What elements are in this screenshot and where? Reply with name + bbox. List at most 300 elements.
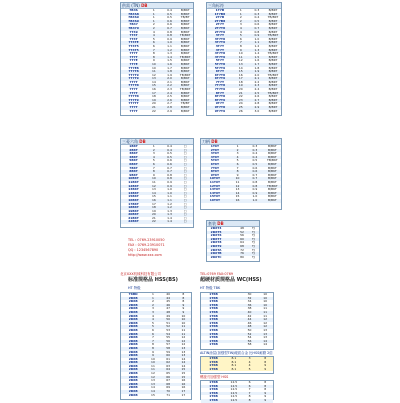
table-body <box>121 9 193 113</box>
table-cell: 1.8 <box>254 65 260 70</box>
table-cell: 65 <box>166 371 171 376</box>
table-cell: 2T7T8 <box>214 25 226 30</box>
table-cell: □ <box>183 197 187 202</box>
table-cell: 6 <box>151 327 154 332</box>
table-cell: 19 <box>151 208 156 213</box>
table-cell: 2D6B <box>128 327 138 332</box>
table-cell: 10 <box>151 356 155 361</box>
table-cell: B/BKT <box>268 79 278 84</box>
table-cell: 2D6B <box>128 360 138 365</box>
table-cell: 9B6T <box>129 172 138 177</box>
table-cell: 13 <box>151 76 156 81</box>
table-cell: 18 <box>238 79 243 84</box>
table-cell: 0.5 <box>167 154 172 159</box>
table-cell: 7T7T <box>129 105 138 110</box>
table-cell: 49 <box>166 313 171 318</box>
table-cell: 2D6B <box>128 353 138 358</box>
table-cell: 8T6T <box>210 169 220 174</box>
table-cell: 9 <box>264 394 267 399</box>
table-cell: 4 <box>152 29 155 34</box>
table-cell: 1T6B <box>209 302 218 307</box>
table-cell: B/BKT <box>180 76 190 81</box>
table-cell: 2.6 <box>167 97 172 102</box>
table-cell: 68 <box>240 243 244 248</box>
table-cell: □ <box>183 154 187 159</box>
table-cell: B/BKT <box>180 40 190 45</box>
table-cell: 8 <box>264 356 267 360</box>
table-cell: 1.1 <box>167 197 172 202</box>
heading-right: 超硬材质规格品 WC(HSS) <box>200 277 262 283</box>
table-cell: 15 <box>181 367 186 372</box>
table-cell: 67 <box>166 378 171 383</box>
table-cell: 5T7T8 <box>214 61 226 66</box>
table-cell: B/BKT <box>267 151 277 156</box>
table-cell: 0.7 <box>167 25 172 30</box>
table-cell: □ <box>183 158 187 163</box>
table-cell: 3T7T8 <box>214 36 226 41</box>
table-cell: 4 <box>151 317 154 322</box>
table-cell: 12 <box>235 183 240 188</box>
table-cell: 0.4 <box>167 147 172 152</box>
table-cell: 15 <box>238 69 243 74</box>
table-cell: 1 <box>239 11 242 16</box>
table-cell: B/BKT <box>268 47 278 52</box>
table-cell: B/BKT <box>268 97 278 102</box>
table-cell: 0.9 <box>252 190 258 195</box>
table-cell: 16B6T <box>128 197 139 202</box>
table-cell: 2D6T8 <box>210 240 222 245</box>
table-cell: 80 <box>240 254 244 259</box>
table-row <box>201 368 273 372</box>
table-cell: 2.0 <box>254 72 260 77</box>
table-cell: 50 <box>247 327 252 332</box>
table-cell: 0.6 <box>167 18 172 23</box>
table-cell: 12 <box>263 320 268 325</box>
table-cell: 6T6T <box>210 161 220 166</box>
table-cell: 69 <box>166 385 171 390</box>
table-cell: □ <box>183 183 187 188</box>
table-cell: □ <box>183 215 187 220</box>
table-cell: 1 <box>152 15 155 20</box>
table-cell: 10 <box>238 51 243 56</box>
table-cell: 5 <box>152 36 155 41</box>
table-cell: 1T6B <box>209 366 218 371</box>
table-cell: 7T7T8 <box>128 69 139 74</box>
table-cell: 8 <box>239 43 242 48</box>
table-cell: 14T6T <box>209 190 221 195</box>
table-cell: B/BKT <box>267 187 277 192</box>
table-cell: 3T6T <box>210 151 220 156</box>
table-cell: 6 <box>239 36 242 41</box>
table-cell: 11 <box>238 54 243 59</box>
table-cell: 1.8 <box>167 69 172 74</box>
table-cell: 2.9 <box>167 108 172 113</box>
table-cell: 76 <box>240 251 244 256</box>
table-cell: 1.0 <box>252 197 258 202</box>
table-cell: B/BKT <box>180 97 190 102</box>
table-cell: 7T7T <box>129 79 138 84</box>
table-row <box>201 399 273 403</box>
table-cell: 10 <box>263 295 268 300</box>
table-cell: 52 <box>247 331 252 336</box>
table-cell: 46 <box>166 302 171 307</box>
table-cell: 2D6B <box>128 331 138 336</box>
table-cell: 5T7T <box>215 58 224 63</box>
table-cell: 52 <box>166 324 171 329</box>
table-panel-7 <box>200 292 274 350</box>
table-cell: B/BKT <box>268 25 278 30</box>
table-cell: 7B6T <box>129 165 138 170</box>
table-cell: 15 <box>181 374 186 379</box>
table-cell: 2.1 <box>167 79 172 84</box>
table-cell: 2D6T6 <box>210 233 222 238</box>
table-cell: B/BKT <box>268 83 278 88</box>
table-cell: 14 <box>181 356 186 361</box>
table-cell: 7T7T <box>129 54 138 59</box>
sub-left: HT 特级 <box>128 286 141 290</box>
table-cell: 8 <box>264 387 267 392</box>
table-cell: 15 <box>151 194 156 199</box>
table-cell: 4 <box>248 363 251 368</box>
table-cell: 10 <box>151 176 156 181</box>
table-panel-3 <box>120 138 194 228</box>
table-cell: B/BKT <box>267 194 277 199</box>
table-cell: □ <box>183 151 187 156</box>
table-cell: 12.5 <box>230 387 238 392</box>
table-cell: 12.5 <box>230 394 238 399</box>
table-cell: 10 <box>181 313 186 318</box>
table-cell: 0.5 <box>252 161 258 166</box>
table-cell: 2.6 <box>254 94 260 99</box>
table-cell: 53 <box>166 327 171 332</box>
table-cell: 14 <box>181 360 186 365</box>
table-cell: B/BKT <box>180 22 190 27</box>
table-cell: 14 <box>235 190 240 195</box>
table-cell: 1.6 <box>167 61 172 66</box>
table-cell: 7 <box>239 40 242 45</box>
table-cell: B/BKT <box>267 176 277 181</box>
table-cell: B/BKT <box>267 144 277 148</box>
table-cell: 11 <box>151 69 156 74</box>
table-cell: 48 <box>240 226 244 230</box>
table-cell: 7T7T9 <box>214 87 226 92</box>
table-cell: 2 <box>239 18 242 23</box>
table-cell: 1.5 <box>254 54 260 59</box>
table-cell: 9T7T8 <box>214 105 226 110</box>
table-cell: TB/BKT <box>267 15 279 20</box>
table-cell: 7T4T <box>129 36 138 41</box>
table-cell: 6B6T <box>129 161 138 166</box>
table-cell: TB/BKT <box>267 158 278 163</box>
table-panel-4 <box>200 138 282 210</box>
table-cell: 2D6B <box>128 302 138 307</box>
table-cell: 1T6B <box>209 335 218 340</box>
table-cell: 2D6B <box>128 320 138 325</box>
table-cell: 8 <box>151 342 154 347</box>
table-cell: 7T4T5 <box>128 43 139 48</box>
table-cell: 13B6T <box>128 187 139 192</box>
table-cell: 2D6B <box>128 299 138 304</box>
table-cell: 0.4 <box>167 8 172 12</box>
table-cell: TJ <box>251 251 255 256</box>
table-cell: B/BKT <box>180 18 190 23</box>
table-cell: 14 <box>151 385 155 390</box>
table-cell: 71 <box>166 392 171 397</box>
table-cell: 7B4S8 <box>128 11 139 16</box>
table-cell: 1T6B <box>209 306 218 311</box>
table-cell: B/BKT <box>180 47 190 52</box>
table-cell: 12 <box>181 335 186 340</box>
table-cell: 1.0 <box>167 187 172 192</box>
table-cell: 6 <box>152 161 155 166</box>
table-cell: 2.3 <box>167 87 172 92</box>
table-row <box>207 110 281 114</box>
table-cell: 1.7 <box>254 61 260 66</box>
table-cell: B/BKT <box>180 11 190 16</box>
table-cell: 1T7B8 <box>214 11 226 16</box>
table-cell: 16 <box>235 197 240 202</box>
table-cell: 6T7T9 <box>214 76 226 81</box>
table-cell: 2.0 <box>167 76 172 81</box>
table-cell: 7T7T9 <box>128 76 139 81</box>
table-cell: 1T6B <box>209 390 218 395</box>
phone-note: TEL:0769 FAX:0769 <box>200 272 234 276</box>
table-cell: 1.0 <box>254 36 260 41</box>
table-cell: 2D6B <box>128 371 138 376</box>
table-cell: 8.1 <box>231 366 237 371</box>
table-cell: 7B47 <box>129 22 138 27</box>
panel-title: 套装 DB <box>207 221 259 227</box>
table-cell: 12 <box>263 324 268 329</box>
table-cell: TJ <box>251 229 255 234</box>
table-cell: 1.9 <box>167 72 172 77</box>
table-cell: 7B479 <box>128 25 139 30</box>
table-cell: 2 <box>151 299 154 304</box>
table-cell: 14 <box>181 363 186 368</box>
table-cell: 22B6T <box>128 219 139 224</box>
table-cell: 9 <box>239 47 242 52</box>
table-cell: 12.5 <box>230 383 238 388</box>
table-cell: 2D6B <box>128 335 138 340</box>
table-cell: TB/BKT <box>179 54 191 59</box>
table-cell: B/BKT <box>268 94 278 99</box>
table-cell: 1T6B <box>209 327 218 332</box>
table-cell: 3 <box>151 306 154 311</box>
table-cell: 21 <box>151 105 156 110</box>
panel-8-label: ALTIN涂层(加强型TiN)硬质合金 比HSS耐磨 2倍 <box>200 351 273 355</box>
table-cell: 8 <box>236 169 239 174</box>
table-cell: 3 <box>248 356 251 360</box>
table-cell: 8.1 <box>231 363 237 368</box>
table-cell: 8.1 <box>231 356 237 360</box>
table-cell: 18 <box>151 94 156 99</box>
table-cell: 7T7T8 <box>214 83 226 88</box>
table-cell: □ <box>183 212 187 217</box>
table-cell: □ <box>183 208 187 213</box>
table-cell: 2.8 <box>167 105 172 110</box>
table-cell: 14 <box>151 79 156 84</box>
table-row <box>121 394 191 398</box>
table-cell: 70 <box>166 389 171 394</box>
table-cell: 11 <box>151 367 155 372</box>
table-cell: 10 <box>263 302 268 307</box>
table-cell: 2.2 <box>254 79 260 84</box>
table-panel-8 <box>200 356 274 374</box>
table-cell: 62 <box>166 360 171 365</box>
table-cell: 8 <box>248 397 251 402</box>
table-cell: 2B6T <box>129 147 138 152</box>
table-cell: □ <box>183 147 187 152</box>
table-cell: 9T6T <box>210 172 220 177</box>
table-cell: 20 <box>151 212 156 217</box>
table-cell: 5 <box>151 320 154 325</box>
table-cell: TB/BKT <box>267 183 278 188</box>
table-panel-5 <box>206 220 260 262</box>
table-cell: 1T6B <box>209 383 218 388</box>
table-cell: 9 <box>152 172 155 177</box>
table-cell: B/BKT <box>267 161 277 166</box>
table-cell: 17 <box>238 76 243 81</box>
table-cell: B/BKT <box>268 108 278 113</box>
table-cell: 14 <box>238 65 243 70</box>
table-cell: 2D6B <box>128 345 138 350</box>
table-cell: 26 <box>238 108 243 113</box>
table-cell: 1T6B <box>209 317 218 322</box>
table-cell: 10 <box>181 320 186 325</box>
table-cell: B/BKT <box>268 61 278 66</box>
table-cell: 57 <box>166 342 171 347</box>
table-cell: 23 <box>238 97 243 102</box>
table-cell: B/BKT <box>180 105 190 110</box>
table-cell: 1.4 <box>254 51 260 56</box>
contact-url: http://www.xxx.com <box>128 253 162 257</box>
table-body <box>121 293 191 397</box>
table-cell: 10 <box>235 176 240 181</box>
table-cell: 12 <box>263 317 268 322</box>
table-cell: 11T6T <box>209 179 221 184</box>
table-cell: B/BKT <box>267 165 277 170</box>
table-cell: 1.2 <box>254 43 260 48</box>
table-cell: 14B6T <box>128 190 139 195</box>
table-cell: TB/BKT <box>267 33 279 38</box>
table-cell: 46 <box>247 320 252 325</box>
table-cell: 5T7T9 <box>214 65 226 70</box>
table-cell: 11 <box>181 324 186 329</box>
table-cell: B/BKT <box>267 154 277 159</box>
table-cell: 0.7 <box>252 172 258 177</box>
panel-title: 三菱六角 DB <box>121 139 193 145</box>
table-cell: 0.6 <box>254 22 260 27</box>
table-cell: 15 <box>181 371 186 376</box>
table-cell: 2D6B <box>128 309 138 314</box>
table-cell: 20 <box>151 101 156 106</box>
table-cell: 10 <box>151 65 156 70</box>
table-cell <box>225 256 236 260</box>
table-cell: 12.5 <box>230 390 238 395</box>
table-cell: 4 <box>152 154 155 159</box>
table-cell: 8 <box>152 54 155 59</box>
table-cell: 0.3 <box>254 11 260 16</box>
table-cell: 40 <box>247 309 252 314</box>
table-cell: 5 <box>151 324 154 329</box>
table-cell: 7T7T <box>129 51 138 56</box>
table-cell: 4 <box>239 29 242 34</box>
table-cell: 0.8 <box>167 29 172 34</box>
table-cell: 0.6 <box>167 161 172 166</box>
table-cell: B/BKT <box>268 18 278 23</box>
table-cell: 1T6B <box>209 356 218 360</box>
table-cell: 1 <box>151 292 154 296</box>
table-cell: 2D6B <box>128 342 138 347</box>
table-cell: 2D6T5 <box>210 229 222 234</box>
table-panel-1 <box>120 2 194 116</box>
table-cell: 8 <box>248 394 251 399</box>
table-cell: 7T7T9 <box>128 72 139 77</box>
table-cell: 11 <box>181 331 186 336</box>
table-cell: 7 <box>151 338 154 343</box>
table-cell: 3.0 <box>254 108 260 113</box>
table-cell: □ <box>183 194 187 199</box>
table-cell: TJ <box>251 236 255 241</box>
table-cell: 1.3 <box>167 208 172 213</box>
table-cell: 64 <box>240 240 244 245</box>
table-cell: 7 <box>248 390 251 395</box>
table-cell: 1 <box>236 144 239 148</box>
table-cell: 9 <box>182 306 185 311</box>
table-cell: 7T7E8 <box>128 65 139 70</box>
table-cell: 1T6B <box>209 331 218 336</box>
table-cell: 38 <box>247 306 252 311</box>
table-cell: B/BKT <box>268 76 278 81</box>
table-cell: 1T7B <box>215 8 225 12</box>
table-cell: 2.7 <box>254 97 260 102</box>
table-cell: 2T7T9 <box>214 29 226 34</box>
table-cell: 7B4S <box>129 8 138 12</box>
table-cell: 51 <box>166 320 171 325</box>
table-cell: TJ <box>251 247 255 252</box>
table-cell: 9T7T <box>215 101 224 106</box>
table-cell: 2.4 <box>254 87 260 92</box>
table-cell: 13 <box>235 187 240 192</box>
table-cell: TJ <box>251 240 255 245</box>
table-cell: 2.5 <box>254 90 260 95</box>
table-cell: 2T6T <box>210 147 220 152</box>
table-cell: 0.6 <box>252 165 258 170</box>
table-cell: 0.8 <box>254 29 260 34</box>
table-cell: 7T7T <box>129 90 138 95</box>
table-cell: □ <box>183 144 187 148</box>
table-cell: 12 <box>181 338 186 343</box>
table-cell: 7T7TR <box>128 83 139 88</box>
table-cell: 22 <box>238 94 243 99</box>
table-cell: 8 <box>264 380 267 384</box>
table-cell: 9 <box>182 309 185 314</box>
table-cell: 10 <box>151 360 155 365</box>
table-cell: 1T6B <box>209 295 218 300</box>
table-cell: B/BKT <box>180 83 190 88</box>
table-cell: 11 <box>151 363 155 368</box>
table-cell: 0.4 <box>252 151 258 156</box>
table-cell: 11 <box>235 179 240 184</box>
table-cell: □ <box>183 201 187 206</box>
table-cell: 15 <box>151 392 155 397</box>
table-cell: 2D6B <box>128 306 138 311</box>
table-cell: 7 <box>248 387 251 392</box>
table-cell: 12 <box>238 58 243 63</box>
table-cell: 1 <box>152 11 155 16</box>
table-cell: 11 <box>263 309 268 314</box>
table-cell: 72 <box>240 247 244 252</box>
